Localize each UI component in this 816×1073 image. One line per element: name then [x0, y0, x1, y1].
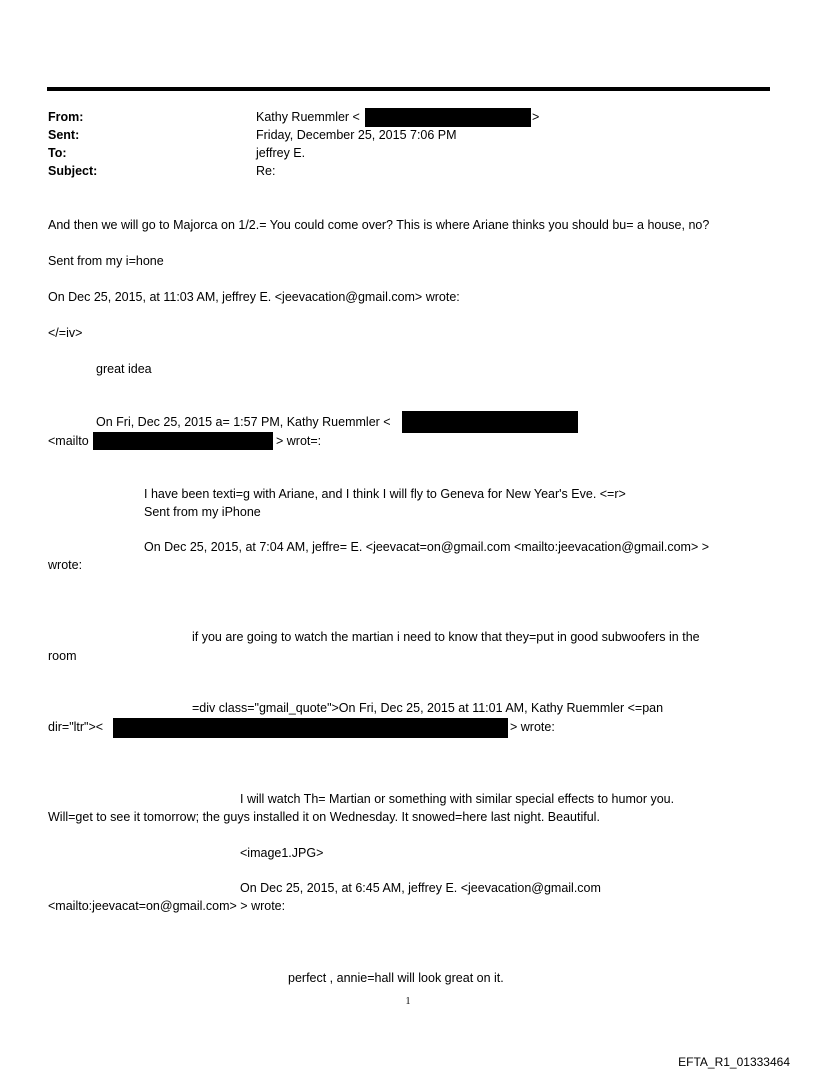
sent-label: Sent:	[48, 128, 80, 142]
page-number: 1	[405, 996, 411, 1007]
body-line: <mailto	[48, 434, 89, 448]
sent-value: Friday, December 25, 2015 7:06 PM	[256, 128, 457, 142]
body-line: On Dec 25, 2015, at 7:04 AM, jeffre= E. <jeevacat=on@gmail.com <mailto:jeevacation@gmail.com> >	[144, 540, 710, 554]
body-line: <mailto:jeevacat=on@gmail.com> > wrote:	[48, 899, 286, 913]
body-line: Sent from my i=hone	[48, 254, 164, 268]
redaction-box	[113, 718, 508, 738]
body-line: > wrote:	[510, 720, 555, 734]
to-value: jeffrey E.	[256, 146, 306, 160]
top-rule	[47, 87, 770, 91]
redaction-box	[93, 432, 273, 450]
subject-value: Re:	[256, 164, 276, 178]
body-line: Will=get to see it tomorrow; the guys installed it on Wednesday. It snowed=here last night. Beautiful.	[48, 810, 600, 824]
subject-label: Subject:	[48, 164, 98, 178]
body-line: perfect , annie=hall will look great on it.	[288, 971, 504, 985]
body-line: On Fri, Dec 25, 2015 a= 1:57 PM, Kathy Ruemmler <	[96, 415, 391, 429]
body-line: if you are going to watch the martian i need to know that they=put in good subwoofers in the	[192, 630, 700, 644]
body-line: Sent from my iPhone	[144, 505, 261, 519]
redaction-box	[402, 411, 578, 433]
body-line: wrote:	[48, 558, 83, 572]
body-line: On Dec 25, 2015, at 6:45 AM, jeffrey E. <jeevacation@gmail.com	[240, 881, 601, 895]
body-line: I will watch Th= Martian or something with similar special effects to humor you.	[240, 792, 675, 806]
body-line: room	[48, 649, 77, 663]
from-value	[256, 108, 360, 126]
from-name: Kathy Ruemmler <	[256, 110, 360, 124]
body-line: > wrot=:	[276, 434, 322, 448]
body-line: I have been texti=g with Ariane, and I think I will fly to Geneva for New Year's Eve. <=r>	[144, 487, 626, 501]
body-line: <image1.JPG>	[240, 846, 324, 860]
body-line: And then we will go to Majorca on 1/2.= You could come over? This is where Ariane thinks you should bu= a house, no?	[48, 218, 710, 232]
body-line: great idea	[96, 362, 152, 376]
body-line: =div class="gmail_quote">On Fri, Dec 25, 2015 at 11:01 AM, Kathy Ruemmler <=pan	[192, 701, 664, 715]
redaction-box	[365, 108, 531, 127]
from-close: >	[532, 110, 540, 124]
to-label: To:	[48, 146, 67, 160]
from-label: From:	[48, 110, 84, 124]
bates-number: EFTA_R1_01333464	[678, 1055, 790, 1069]
body-line: dir="ltr"><	[48, 720, 104, 734]
body-line: </=iv>	[48, 326, 83, 340]
body-line: On Dec 25, 2015, at 11:03 AM, jeffrey E. <jeevacation@gmail.com> wrote:	[48, 290, 460, 304]
